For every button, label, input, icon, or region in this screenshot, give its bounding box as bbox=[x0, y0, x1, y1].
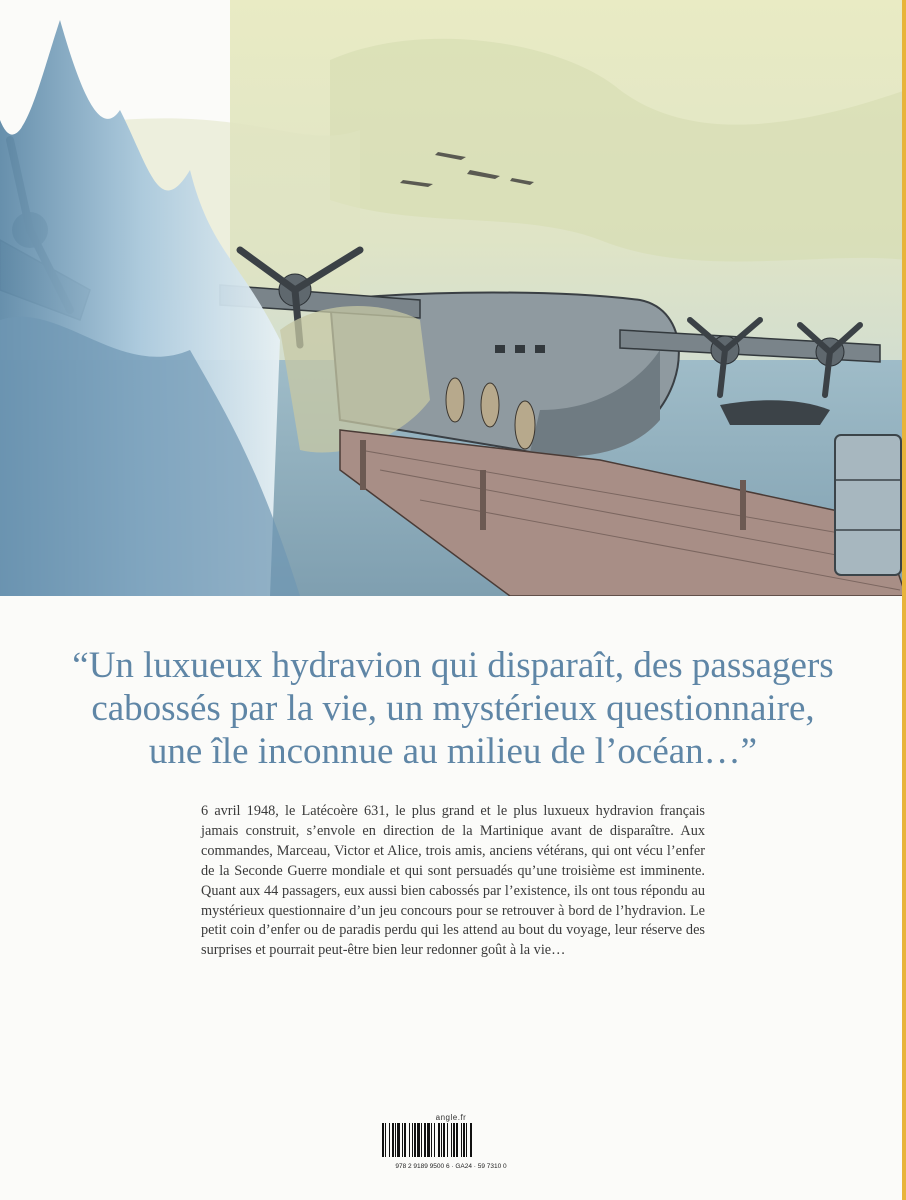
quote-line: cabossés par la vie, un mystérieux questionnaire, bbox=[91, 688, 815, 729]
oil-barrel bbox=[835, 435, 901, 575]
barcode-block bbox=[380, 1113, 522, 1173]
publisher-site: angle.fr bbox=[435, 1113, 467, 1122]
seaplane-dock-illustration bbox=[0, 0, 906, 596]
quote-line: une île inconnue au milieu de l’océan…” bbox=[148, 731, 758, 772]
quote-line: “Un luxueux hydravion qui disparaît, des passagers bbox=[72, 645, 834, 686]
back-cover-blurb: 6 avril 1948, le Latécoère 631, le plus grand et le plus luxueux hydravion français jamais construit, s’envole en direction de la Martinique avant de disparaître. Aux commandes, Marceau, Victor et Alice, trois amis, anciens vétérans, qui ont vécu l’enfer de la Seconde Guerre mondiale et qui sont persuadés qu’une troisième est imminente. Quant aux 44 passagers, eux aussi bien cabossés par l’existence, ils ont tous répondu au mystérieux questionnaire d’un jeu concours pour se retrouver à bord de l’hydravion. Le petit coin d’enfer ou de paradis perdu qui les attend au bout du voyage, leur réserve des surprises et pourrait peut-être bien leur redonner goût à la vie… bbox=[201, 803, 705, 959]
spine-edge bbox=[902, 0, 906, 1200]
barcode-icon bbox=[380, 1123, 522, 1157]
barcode-digits: 978 2 9189 9500 6 · GA24 · 59 7310 0 bbox=[395, 1163, 507, 1170]
pull-quote bbox=[40, 644, 866, 773]
